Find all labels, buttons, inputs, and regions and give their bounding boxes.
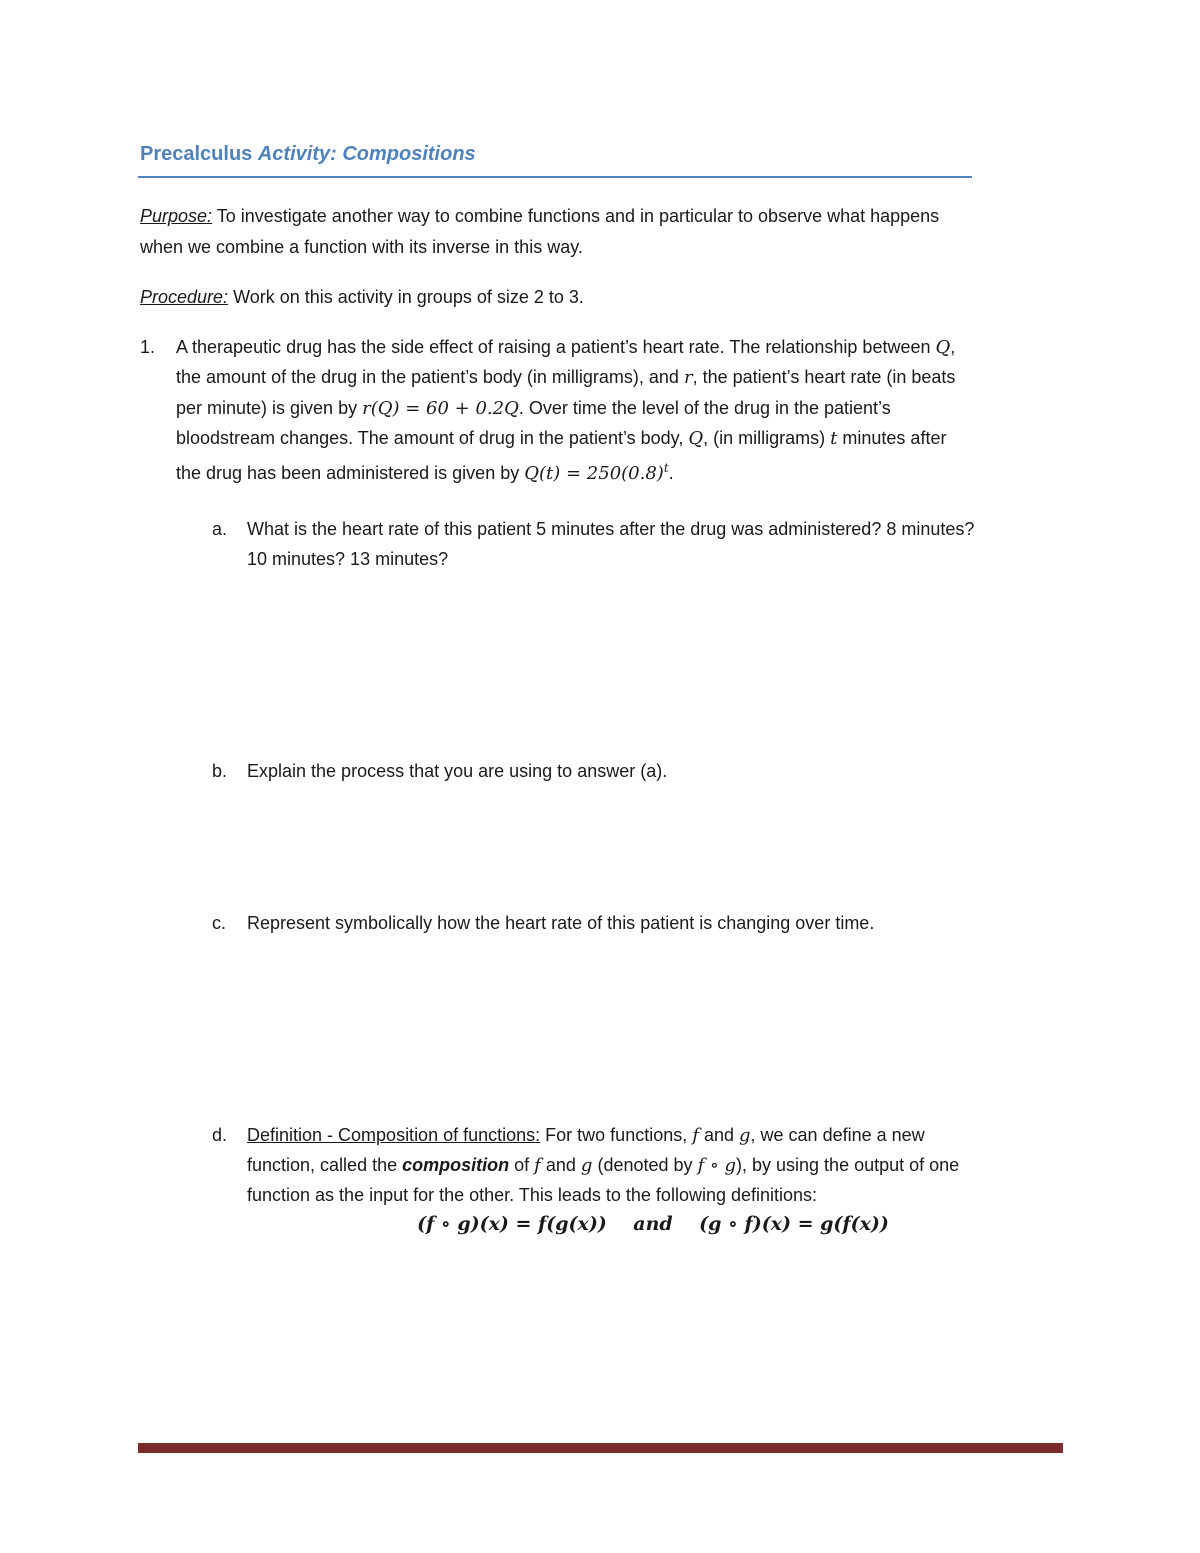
var-g-2: g <box>580 1155 593 1176</box>
part-c-text: Represent symbolically how the heart rate of this patient is changing over time. <box>247 913 875 933</box>
page-title <box>140 143 476 166</box>
formula-q-of-t: Q(t) = 250(0.8) <box>524 463 664 484</box>
part-d-text-1b: , we can define a new <box>750 1125 925 1145</box>
var-t: t <box>830 428 838 449</box>
problem-1-number: 1. <box>140 337 156 357</box>
problem-1-text-4c: minutes after <box>842 428 947 448</box>
purpose-label: Purpose: <box>140 206 213 226</box>
title-activity: Activity: Compositions <box>257 143 476 165</box>
part-d-text-2d: ), by using the output of one <box>736 1155 960 1175</box>
part-b-text: Explain the process that you are using to answer (a). <box>247 761 668 781</box>
problem-1-text-3a: per minute) is given by <box>176 398 358 418</box>
part-d-and: and <box>703 1125 734 1145</box>
problem-1-text-5end: . <box>668 463 674 483</box>
purpose-line-1 <box>140 204 939 228</box>
formula-f-of-g: (f ∘ g)(x) = f(g(x)) <box>417 1213 607 1235</box>
compose-f-g: f ∘ g <box>697 1155 737 1176</box>
purpose-text-1: To investigate another way to combine functions and in particular to observe what happens <box>216 206 940 226</box>
problem-1-text-4a: bloodstream changes. The amount of drug in the patient’s body, <box>176 428 684 448</box>
title-course: Precalculus <box>140 143 253 165</box>
problem-1-text-5a: the drug has been administered is given by <box>176 463 520 483</box>
part-d-text-2b: of <box>514 1155 530 1175</box>
composition-term: composition <box>402 1155 510 1175</box>
problem-1-line-4 <box>176 426 946 451</box>
problem-1-text-2b: , the patient’s heart rate (in beats <box>692 367 956 387</box>
problem-1-text-2a: the amount of the drug in the patient’s body (in milligrams), and <box>176 367 679 387</box>
formula-exponent: t <box>663 461 669 475</box>
procedure-line <box>140 285 584 309</box>
problem-1-line-2 <box>176 365 955 390</box>
formula-r-of-q: r(Q) = 60 + 0.2Q <box>362 398 519 419</box>
definition-label: Definition - Composition of functions <box>247 1125 536 1145</box>
part-d-line-2 <box>247 1153 959 1178</box>
footer-divider <box>138 1443 1063 1453</box>
part-a-letter: a. <box>212 519 228 539</box>
purpose-line-2: when we combine a function with its inverse in this way. <box>140 237 583 257</box>
var-f: f <box>692 1125 699 1146</box>
composition-formula <box>0 1213 1200 1235</box>
formula-and: and <box>633 1213 673 1235</box>
part-d-line-3: function as the input for the other. This leads to the following definitions: <box>247 1185 818 1205</box>
problem-1-text-1end: , <box>950 337 956 357</box>
var-f-2: f <box>534 1155 541 1176</box>
part-d-line-1 <box>247 1123 925 1148</box>
var-q: Q <box>935 337 951 358</box>
part-c-letter: c. <box>212 913 227 933</box>
procedure-label: Procedure: <box>140 287 229 307</box>
part-d-text-2a: function, called the <box>247 1155 398 1175</box>
part-d-and-2: and <box>545 1155 576 1175</box>
procedure-text: Work on this activity in groups of size 2 to 3. <box>233 287 584 307</box>
var-q-2: Q <box>688 428 704 449</box>
problem-1-line-5 <box>176 456 674 486</box>
part-b-letter: b. <box>212 761 228 781</box>
var-g: g <box>739 1125 751 1146</box>
formula-g-of-f: (g ∘ f)(x) = g(f(x)) <box>699 1213 889 1235</box>
part-a-line-1: What is the heart rate of this patient 5 minutes after the drug was administered? 8 minutes? <box>247 519 975 539</box>
part-d-letter: d. <box>212 1125 228 1145</box>
part-d-text-2c: (denoted by <box>597 1155 693 1175</box>
part-a-line-2: 10 minutes? 13 minutes? <box>247 549 449 569</box>
problem-1-text-3b: . Over time the level of the drug in the patient’s <box>518 398 891 418</box>
problem-1-line-3 <box>176 396 891 421</box>
problem-1-line-1 <box>176 335 955 360</box>
problem-1-text-1a: A therapeutic drug has the side effect of raising a patient’s heart rate. The relationship between <box>176 337 931 357</box>
var-r: r <box>683 367 693 388</box>
part-d-text-1a: For two functions, <box>545 1125 688 1145</box>
title-divider <box>138 176 972 178</box>
definition-colon: : <box>535 1125 541 1145</box>
problem-1-text-4b: , (in milligrams) <box>703 428 826 448</box>
